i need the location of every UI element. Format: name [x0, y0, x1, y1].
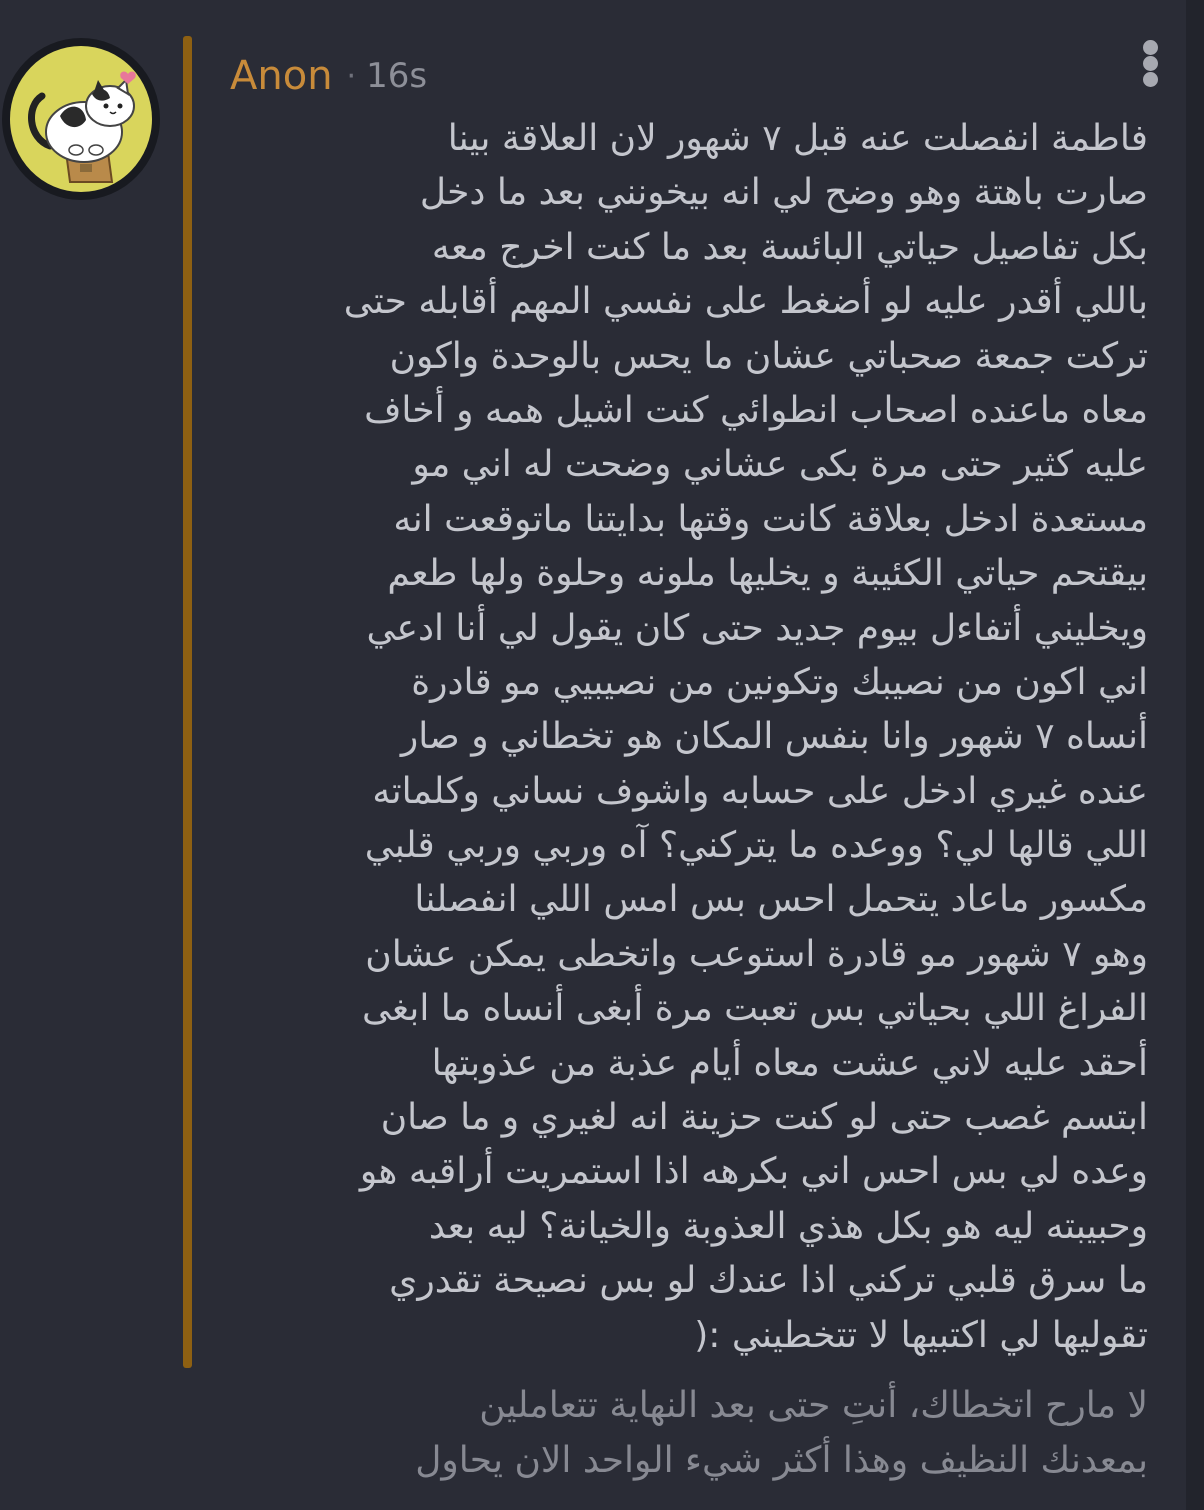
body-line: عنده غيري ادخل على حسابه واشوف نساني وكلماته: [372, 770, 1148, 812]
body-line: ابتسم غصب حتى لو كنت حزينة انه لغيري و ما صان: [380, 1097, 1148, 1139]
body-line: ويخليني أتفاءل بيوم جديد حتى كان يقول لي أنا ادعي: [366, 607, 1148, 649]
thread-line: [183, 36, 192, 1368]
comment-header: [230, 48, 427, 104]
more-vertical-icon[interactable]: [1136, 38, 1166, 88]
body-line: تقوليها لي اكتبيها لا تتخطيني :(: [694, 1314, 1148, 1356]
body-line: اني اكون من نصيبك وتكونين من نصيبيي مو قادرة: [411, 661, 1148, 703]
body-line: مكسور ماعاد يتحمل احس بس امس اللي انفصلنا: [414, 879, 1148, 921]
body-line: بكل تفاصيل حياتي البائسة بعد ما كنت اخرج معه: [431, 226, 1148, 268]
reply-line: لا مارح اتخطاك، أنتِ حتى بعد النهاية تتعاملين: [479, 1385, 1148, 1426]
body-line: فاطمة انفصلت عنه قبل ٧ شهور لان العلاقة بينا: [447, 118, 1148, 159]
reply-line: بمعدنك النظيف وهذا أكثر شيء الواحد الان يحاول: [415, 1440, 1148, 1481]
body-line: أحقد عليه لاني عشت معاه أيام عذبة من عذوبتها: [431, 1042, 1148, 1084]
body-line: تركت جمعة صحباتي عشان ما يحس بالوحدة واكون: [389, 335, 1148, 377]
meta-separator: ·: [346, 58, 357, 94]
body-line: باللي أقدر عليه لو أضغط على نفسي المهم أقابله حتى: [343, 281, 1148, 323]
cat-in-box-icon: [10, 46, 152, 192]
body-line: الفراغ اللي بحياتي بس تعبت مرة أبغى أنساه ما ابغى: [361, 988, 1148, 1030]
body-line: بيقتحم حياتي الكئيبة و يخليها ملونه وحلوة ولها طعم: [387, 553, 1148, 595]
screen-edge: [1186, 0, 1204, 1510]
body-line: أنساه ٧ شهور وانا بنفس المكان هو تخطاني و صار: [400, 716, 1148, 758]
body-line: وحبيبته ليه هو بكل هذي العذوبة والخيانة؟ ليه بعد: [428, 1205, 1148, 1247]
body-line: عليه كثير حتى مرة بكى عشاني وضحت له اني مو: [412, 444, 1148, 486]
body-line: صارت باهتة وهو وضح لي انه بيخونني بعد ما دخل: [419, 172, 1148, 214]
body-line: ما سرق قلبي تركني اذا عندك لو بس نصيحة تقدري: [389, 1260, 1148, 1302]
author-name[interactable]: Anon: [230, 53, 333, 99]
comment-body: [218, 112, 1148, 1363]
reply-body: [218, 1378, 1148, 1488]
body-line: مستعدة ادخل بعلاقة كانت وقتها بدايتنا ماتوقعت انه: [393, 498, 1148, 540]
body-line: وعده لي بس احس اني بكرهه اذا استمريت أراقبه هو: [359, 1151, 1148, 1193]
body-line: معاه ماعنده اصحاب انطوائي كنت اشيل همه و أخاف: [364, 389, 1148, 431]
avatar[interactable]: [2, 38, 160, 200]
body-line: اللي قالها لي؟ ووعده ما يتركني؟ آه وربي وربي قلبي: [364, 825, 1148, 867]
body-line: وهو ٧ شهور مو قادرة استوعب واتخطى يمكن عشان: [365, 933, 1148, 975]
timestamp: 16s: [366, 56, 428, 96]
